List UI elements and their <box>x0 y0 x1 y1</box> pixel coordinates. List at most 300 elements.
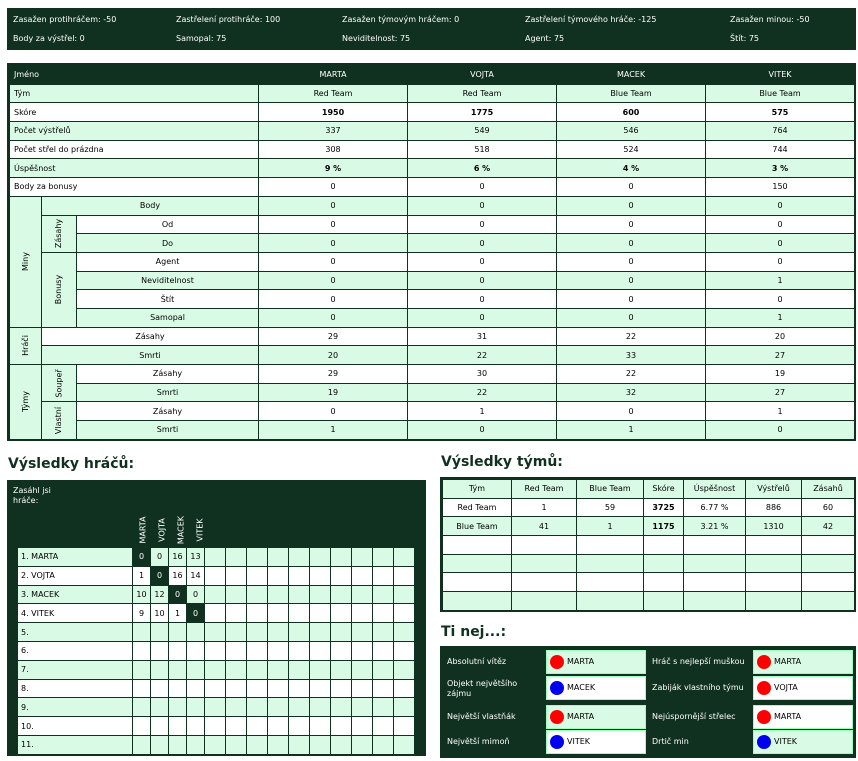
matrix-cell <box>289 717 310 736</box>
cell: 0 <box>408 234 557 253</box>
row-label: Smrti <box>42 346 259 365</box>
row-label: Smrti <box>77 421 259 440</box>
matrix-cell <box>268 660 289 679</box>
cell: 42 <box>802 517 855 536</box>
cell: 0 <box>408 308 557 327</box>
matrix-row <box>18 566 415 585</box>
cell: 1 <box>706 271 855 290</box>
matrix-cell <box>169 717 187 736</box>
matrix-cell <box>331 548 352 567</box>
table-row <box>10 402 855 421</box>
row-label: Úspěšnost <box>10 159 259 178</box>
matrix-cell <box>226 735 247 754</box>
row-label: Zásahy <box>42 327 259 346</box>
rule-hit-by-enemy: Zasažen protihráčem: -50 <box>13 15 117 24</box>
cell: 600 <box>557 103 706 122</box>
column-name-label: VOJTA <box>157 518 167 542</box>
matrix-cell <box>289 698 310 717</box>
matrix-cell <box>169 735 187 754</box>
group-teams <box>10 365 42 440</box>
team-row-empty <box>443 554 855 573</box>
matrix-cell: 1 <box>133 566 151 585</box>
matrix-cell <box>394 660 415 679</box>
matrix-cell: 10 <box>133 585 151 604</box>
matrix-cell: 0 <box>133 548 151 567</box>
matrix-row <box>18 548 415 567</box>
cell: 19 <box>259 383 408 402</box>
cell: 31 <box>408 327 557 346</box>
scoring-rules-panel <box>7 8 856 50</box>
matrix-cell <box>310 717 331 736</box>
red-team-dot-icon <box>757 710 771 724</box>
cell: 0 <box>557 178 706 197</box>
cell: 0 <box>706 215 855 234</box>
cell: 0 <box>557 402 706 421</box>
blue-team-dot-icon <box>550 681 564 695</box>
group-mine-hits <box>42 215 77 252</box>
matrix-cell <box>268 585 289 604</box>
matrix-cell <box>226 641 247 660</box>
cell: 33 <box>557 346 706 365</box>
header-cell: Blue Team <box>577 480 644 499</box>
matrix-cell <box>310 623 331 642</box>
matrix-cell <box>226 585 247 604</box>
table-row <box>10 290 855 309</box>
cell: 1175 <box>644 517 684 536</box>
matrix-cell <box>205 623 226 642</box>
award-value: MARTA <box>546 705 646 729</box>
cell: 0 <box>259 196 408 215</box>
cell: 0 <box>557 252 706 271</box>
matrix-cell: 1 <box>169 604 187 623</box>
group-players <box>10 327 42 364</box>
matrix-cell <box>268 623 289 642</box>
row-label: Agent <box>77 252 259 271</box>
table-row <box>10 252 855 271</box>
team-results-table <box>440 477 856 612</box>
matrix-cell <box>133 679 151 698</box>
matrix-cell <box>289 735 310 754</box>
matrix-cell <box>352 735 373 754</box>
corner-line: hráče: <box>13 496 39 505</box>
matrix-cell <box>133 717 151 736</box>
matrix-cell <box>289 604 310 623</box>
cell: 549 <box>408 122 557 141</box>
matrix-cell <box>331 623 352 642</box>
award-value: VITEK <box>546 730 646 754</box>
player-header: VITEK <box>706 66 855 85</box>
team-row <box>443 498 855 517</box>
matrix-cell <box>394 566 415 585</box>
matrix-cell <box>289 660 310 679</box>
matrix-row <box>18 585 415 604</box>
matrix-cell <box>394 548 415 567</box>
cell: 0 <box>706 252 855 271</box>
red-team-dot-icon <box>757 655 771 669</box>
group-own <box>42 402 77 439</box>
award-label: Největší vlastňák <box>447 712 516 721</box>
matrix-cell <box>352 679 373 698</box>
matrix-cell <box>310 641 331 660</box>
matrix-cell <box>331 585 352 604</box>
rule-kill-enemy: Zastřelení protihráče: 100 <box>176 15 281 24</box>
row-label: Body <box>42 196 259 215</box>
cell: 22 <box>557 365 706 384</box>
cell: 575 <box>706 103 855 122</box>
table-row <box>10 308 855 327</box>
row-label: Body za bonusy <box>10 178 259 197</box>
matrix-cell <box>247 548 268 567</box>
team-row-empty <box>443 573 855 592</box>
matrix-cell <box>352 623 373 642</box>
column-name <box>191 514 209 546</box>
group-opponent <box>42 365 77 402</box>
award-label: Objekt největšího zájmu <box>447 679 518 698</box>
matrix-row-name: 4. VITEK <box>18 604 133 623</box>
matrix-cell <box>205 585 226 604</box>
matrix-cell <box>133 698 151 717</box>
cell: 0 <box>408 290 557 309</box>
matrix-cell <box>373 585 394 604</box>
group-label: Vlastní <box>54 406 64 435</box>
table-row <box>10 327 855 346</box>
award-label: Zabiják vlastního týmu <box>652 683 744 692</box>
cell: 337 <box>259 122 408 141</box>
awards-title: Ti nej...: <box>441 624 507 640</box>
matrix-cell <box>151 641 169 660</box>
red-team-dot-icon <box>757 681 771 695</box>
matrix-cell <box>187 735 205 754</box>
cell: 0 <box>706 196 855 215</box>
cell: 3 % <box>706 159 855 178</box>
header-cell: Skóre <box>644 480 684 499</box>
rule-shot-points: Body za výstřel: 0 <box>13 34 85 43</box>
name-header: Jméno <box>10 66 259 85</box>
table-row <box>10 234 855 253</box>
rule-shield: Štít: 75 <box>730 34 759 43</box>
blue-team-dot-icon <box>757 735 771 749</box>
rule-hit-by-mine: Zasažen minou: -50 <box>730 15 810 24</box>
row-label: Počet výstřelů <box>10 122 259 141</box>
matrix-cell <box>310 566 331 585</box>
matrix-row-name: 9. <box>18 698 133 717</box>
cell: 0 <box>408 196 557 215</box>
column-name <box>153 514 171 546</box>
cell: 1 <box>706 308 855 327</box>
column-name-label: VITEK <box>195 518 205 542</box>
matrix-cell <box>226 679 247 698</box>
matrix-cell <box>373 660 394 679</box>
matrix-cell <box>373 623 394 642</box>
matrix-row-name: 2. VOJTA <box>18 566 133 585</box>
cell: 0 <box>706 421 855 440</box>
cell: 308 <box>259 140 408 159</box>
cell: Blue Team <box>443 517 512 536</box>
group-label: Týmy <box>21 391 30 413</box>
cell: 19 <box>706 365 855 384</box>
matrix-cell <box>268 679 289 698</box>
matrix-cell <box>352 698 373 717</box>
matrix-cell: 0 <box>169 585 187 604</box>
matrix-cell: 12 <box>151 585 169 604</box>
matrix-cell: 0 <box>151 548 169 567</box>
matrix-row-name: 11. <box>18 735 133 754</box>
cell: 22 <box>408 346 557 365</box>
matrix-cell <box>187 679 205 698</box>
matrix-cell <box>352 585 373 604</box>
matrix-cell: 0 <box>187 585 205 604</box>
matrix-row-name: 3. MACEK <box>18 585 133 604</box>
matrix-row <box>18 717 415 736</box>
matrix-row-name: 8. <box>18 679 133 698</box>
matrix-cell <box>205 566 226 585</box>
cell: 0 <box>259 178 408 197</box>
matrix-cell <box>247 585 268 604</box>
cell: 0 <box>259 215 408 234</box>
table-row <box>10 84 855 103</box>
row-label: Smrti <box>77 383 259 402</box>
matrix-cell <box>310 604 331 623</box>
matrix-cell <box>331 735 352 754</box>
matrix-row <box>18 660 415 679</box>
matrix-cell: 0 <box>187 604 205 623</box>
matrix-cell <box>133 623 151 642</box>
award-label: Drtič min <box>652 737 689 746</box>
cell: 20 <box>259 346 408 365</box>
matrix-cell <box>289 641 310 660</box>
award-value: VOJTA <box>753 676 853 700</box>
column-name-label: MARTA <box>138 516 148 544</box>
matrix-cell <box>187 641 205 660</box>
matrix-cell <box>205 604 226 623</box>
awards-panel <box>440 646 856 758</box>
cell: Blue Team <box>706 84 855 103</box>
team-row-empty <box>443 592 855 611</box>
cell: 0 <box>706 234 855 253</box>
matrix-cell <box>268 698 289 717</box>
matrix-cell <box>247 679 268 698</box>
matrix-cell <box>373 548 394 567</box>
matrix-cell <box>373 566 394 585</box>
matrix-cell <box>394 641 415 660</box>
cell: 59 <box>577 498 644 517</box>
matrix-cell <box>133 660 151 679</box>
cell: 546 <box>557 122 706 141</box>
cell: 0 <box>408 421 557 440</box>
matrix-cell <box>268 566 289 585</box>
matrix-cell <box>331 679 352 698</box>
matrix-cell <box>310 660 331 679</box>
header-cell: Výstřelů <box>746 480 802 499</box>
matrix-cell <box>205 679 226 698</box>
cell: 518 <box>408 140 557 159</box>
row-label: Tým <box>10 84 259 103</box>
row-label: Štít <box>77 290 259 309</box>
header-cell: Tým <box>443 480 512 499</box>
cell: 0 <box>259 252 408 271</box>
matrix-cell <box>151 660 169 679</box>
cell: 20 <box>706 327 855 346</box>
player-header: MARTA <box>259 66 408 85</box>
blue-team-dot-icon <box>550 735 564 749</box>
cell: 1 <box>706 402 855 421</box>
row-label: Do <box>77 234 259 253</box>
matrix-cell: 13 <box>187 548 205 567</box>
matrix-cell: 0 <box>151 566 169 585</box>
matrix-cell <box>289 548 310 567</box>
matrix-cell <box>373 717 394 736</box>
cell: 0 <box>557 308 706 327</box>
matrix-cell <box>151 679 169 698</box>
award-label: Hráč s nejlepší muškou <box>652 657 745 666</box>
matrix-cell <box>268 548 289 567</box>
matrix-cell: 9 <box>133 604 151 623</box>
cell: 0 <box>557 290 706 309</box>
matrix-cell <box>205 717 226 736</box>
cell: 32 <box>557 383 706 402</box>
matrix-cell <box>226 717 247 736</box>
matrix-cell <box>226 660 247 679</box>
cell: 30 <box>408 365 557 384</box>
team-row-empty <box>443 536 855 555</box>
matrix-cell <box>205 735 226 754</box>
cell: 0 <box>557 271 706 290</box>
matrix-cell: 10 <box>151 604 169 623</box>
cell: 0 <box>259 402 408 421</box>
cell: 27 <box>706 383 855 402</box>
matrix-row-name: 10. <box>18 717 133 736</box>
cell: 3725 <box>644 498 684 517</box>
cell: 0 <box>408 271 557 290</box>
player-hit-matrix <box>7 480 426 756</box>
red-team-dot-icon <box>550 655 564 669</box>
cell: 22 <box>557 327 706 346</box>
matrix-row-name: 7. <box>18 660 133 679</box>
matrix-cell <box>247 735 268 754</box>
matrix-cell <box>394 604 415 623</box>
cell: 1775 <box>408 103 557 122</box>
matrix-cell <box>373 604 394 623</box>
matrix-cell <box>289 566 310 585</box>
table-row <box>10 421 855 440</box>
matrix-cell <box>310 735 331 754</box>
cell: 27 <box>706 346 855 365</box>
cell: 0 <box>557 215 706 234</box>
cell: 524 <box>557 140 706 159</box>
header-cell: Úspěšnost <box>684 480 746 499</box>
award-label: Absolutní vítěz <box>447 657 507 666</box>
row-label: Zásahy <box>77 402 259 421</box>
cell: 1310 <box>746 517 802 536</box>
award-label: Největší mimoň <box>447 737 510 746</box>
rule-submachine: Samopal: 75 <box>176 34 227 43</box>
matrix-cell <box>289 585 310 604</box>
cell: 1 <box>512 498 577 517</box>
row-label: Zásahy <box>77 365 259 384</box>
matrix-cell: 16 <box>169 548 187 567</box>
matrix-cell <box>331 641 352 660</box>
matrix-cell <box>247 660 268 679</box>
table-header-row <box>10 66 855 85</box>
matrix-cell <box>352 604 373 623</box>
matrix-cell <box>310 698 331 717</box>
rule-agent: Agent: 75 <box>525 34 565 43</box>
row-label: Samopal <box>77 308 259 327</box>
cell: 29 <box>259 327 408 346</box>
table-row <box>10 178 855 197</box>
matrix-cell <box>352 641 373 660</box>
matrix-cell <box>205 641 226 660</box>
row-label: Počet střel do prázdna <box>10 140 259 159</box>
matrix-row-name: 6. <box>18 641 133 660</box>
matrix-cell <box>352 717 373 736</box>
matrix-cell <box>205 698 226 717</box>
matrix-row <box>18 604 415 623</box>
matrix-cell <box>205 660 226 679</box>
player-results-title: Výsledky hráčů: <box>8 456 135 472</box>
matrix-cell <box>169 660 187 679</box>
cell: Red Team <box>443 498 512 517</box>
player-header: VOJTA <box>408 66 557 85</box>
cell: 0 <box>706 290 855 309</box>
cell: 41 <box>512 517 577 536</box>
cell: 0 <box>408 252 557 271</box>
matrix-cell <box>331 717 352 736</box>
matrix-cell <box>268 717 289 736</box>
matrix-cell <box>247 566 268 585</box>
row-label: Skóre <box>10 103 259 122</box>
matrix-cell <box>352 660 373 679</box>
hit-matrix-table <box>17 547 415 755</box>
cell: 3.21 % <box>684 517 746 536</box>
cell: 0 <box>259 290 408 309</box>
group-label: Hráči <box>20 335 30 357</box>
matrix-cell <box>187 698 205 717</box>
table-row <box>10 159 855 178</box>
matrix-cell <box>226 698 247 717</box>
cell: 764 <box>706 122 855 141</box>
cell: 1 <box>408 402 557 421</box>
matrix-cell <box>268 735 289 754</box>
matrix-row <box>18 623 415 642</box>
group-label: Miny <box>21 252 30 272</box>
matrix-cell <box>247 623 268 642</box>
matrix-cell <box>373 641 394 660</box>
matrix-cell <box>247 717 268 736</box>
matrix-cell <box>310 548 331 567</box>
table-row <box>10 365 855 384</box>
matrix-cell <box>247 698 268 717</box>
rule-invisibility: Neviditelnost: 75 <box>342 34 411 43</box>
cell: 6.77 % <box>684 498 746 517</box>
matrix-cell <box>187 717 205 736</box>
cell: 0 <box>259 234 408 253</box>
cell: 744 <box>706 140 855 159</box>
cell: 0 <box>408 215 557 234</box>
award-value: VITEK <box>753 730 853 754</box>
matrix-cell <box>352 548 373 567</box>
cell: 150 <box>706 178 855 197</box>
matrix-cell <box>331 698 352 717</box>
matrix-cell <box>394 735 415 754</box>
table-row <box>10 383 855 402</box>
award-label: Nejúspornější střelec <box>652 712 736 721</box>
header-cell: Zásahů <box>802 480 855 499</box>
matrix-cell <box>394 717 415 736</box>
player-header: MACEK <box>557 66 706 85</box>
matrix-cell <box>151 698 169 717</box>
team-header-row <box>443 480 855 499</box>
